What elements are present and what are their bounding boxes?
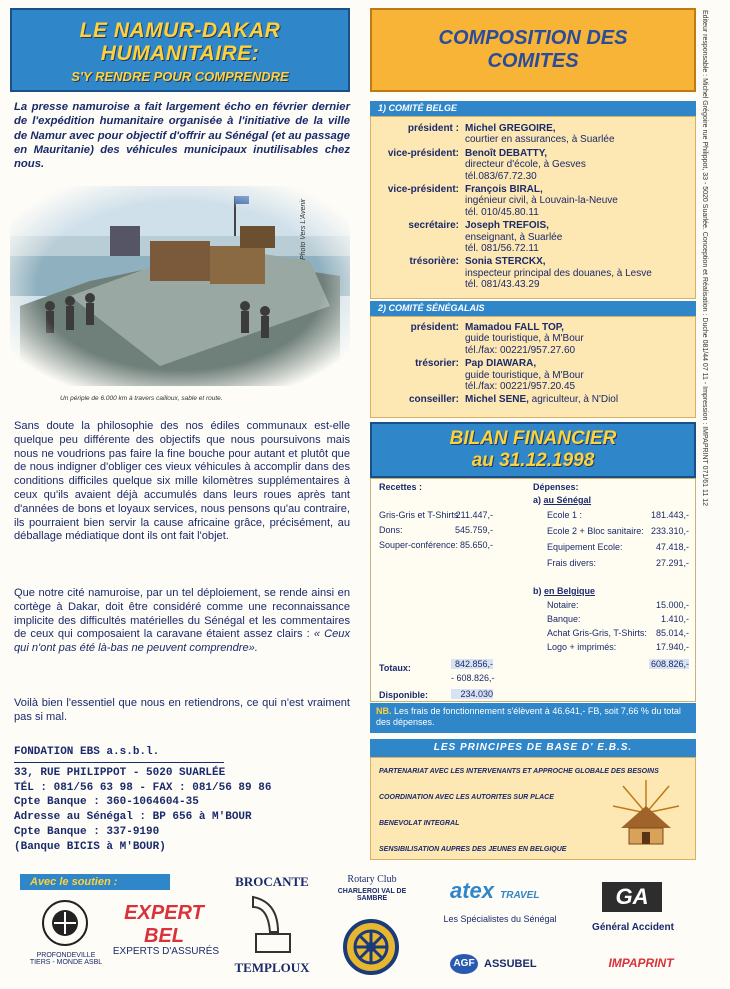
committee-member <box>371 123 695 146</box>
committees-title-box <box>370 8 696 92</box>
section-comite-belge: 1) COMITÉ BELGE <box>370 101 696 116</box>
foundation-address-senegal: Adresse au Sénégal : BP 656 à M'BOUR <box>14 811 252 824</box>
member-detail: tél. 081/56.72.11 <box>465 243 539 255</box>
brocante-text: BROCANTE <box>235 874 309 889</box>
member-role: conseiller: <box>408 394 459 406</box>
member-detail: ingénieur civil, à Louvain-la-Neuve <box>465 195 618 207</box>
rotary-wheel-icon <box>342 918 400 976</box>
committee-member <box>371 394 695 405</box>
principe-item: BENEVOLAT INTEGRAL <box>379 820 460 827</box>
member-detail: tél. 081/43.43.29 <box>465 279 540 291</box>
rotary-text: Rotary Club <box>347 874 397 885</box>
belgique-heading: b) en Belgique <box>533 586 596 596</box>
paragraph-2-quote: « Ceux qui n'ont pas été là-bas ne peuvent comprendre». <box>14 628 350 655</box>
expertbel-logo: EXPERT BEL <box>124 902 204 947</box>
article-paragraph-1: Sans doute la philosophie des nos édiles communaux est-elle quelque peu différente des objectifs que nous poursuivons mais nous ne voudrions pas faire la fine bouche pour autant et plutôt que de nous indigner d'obliger ces vieux véhicules à accomplir dans des conditions difficiles quelque six mille kilomètres supplémentaires à ceux qu'ils avaient déjà accumulés dans leurs roues après tant d'années de bons et loyaux services, nous pensons qu'au contraire, ils pourraient bien servir la cause africaine grâce, précisément, au déballage médiatique dont ils ont fait l'objet. <box>14 420 350 543</box>
article-title-line1: LE NAMUR-DAKAR <box>79 19 281 42</box>
member-info <box>465 148 695 182</box>
disponible-label: Disponible: <box>379 690 428 700</box>
committee-member <box>371 184 695 218</box>
bilan-item-value: 181.443,- <box>650 510 689 520</box>
recettes-label: Recettes : <box>379 482 423 492</box>
member-detail: agriculteur, à N'Diol <box>528 394 619 406</box>
bilan-item-value: 545.759,- <box>454 525 493 535</box>
member-role: vice-président: <box>387 147 459 159</box>
ferry-photo <box>10 186 350 386</box>
article-title-box <box>10 8 350 92</box>
foundation-name: FONDATION EBS a.s.b.l. <box>14 746 160 758</box>
foundation-bank-2-note: (Banque BICIS à M'BOUR) <box>14 840 166 853</box>
member-role: vice-président: <box>387 184 459 196</box>
article-paragraph-2 <box>14 587 350 656</box>
principe-item: SENSIBILISATION AUPRES DES JEUNES EN BELGIQUE <box>379 846 567 853</box>
member-detail: tél./fax: 00221/957.27.60 <box>465 344 576 356</box>
committees-title-line2: COMITES <box>487 50 579 72</box>
member-name: Pap DIAWARA, <box>465 358 537 370</box>
committee-member <box>371 148 695 182</box>
committee-member <box>371 322 695 356</box>
imprint-vertical: Editeur responsable : Michel Grégoire rue Philippot, 33 - 5020 Suarlée. Conception et Réalisation : Duche 081/44 07 11 - Impression : IMPAPRINT 071/61 11 12 <box>701 10 708 506</box>
member-info <box>465 394 695 405</box>
totaux-label: Totaux: <box>379 663 411 673</box>
ga-logo: GA <box>602 882 662 912</box>
member-info <box>465 184 695 218</box>
member-detail: tél. 010/45.80.11 <box>465 206 539 218</box>
bilan-item-label: Logo + imprimés: <box>547 642 617 652</box>
article-title-line2: HUMANITAIRE: <box>100 42 260 65</box>
article-paragraph-3: Voilà bien l'essentiel que nous en retiendrons, ce qui n'est vraiment pas si mal. <box>14 697 350 723</box>
member-detail: guide touristique, à M'Bour <box>465 369 584 381</box>
bilan-item-label: Ecole 1 : <box>547 510 583 520</box>
section-comite-senegalais: 2) COMITÉ SÉNÉGALAIS <box>370 301 696 316</box>
bilan-item-label: Ecole 2 + Bloc sanitaire: <box>547 526 644 536</box>
nb-text: Les frais de fonctionnement s'élèvent à 46.641,- FB, soit 7,66 % du total des dépenses. <box>376 706 681 727</box>
member-detail: tél./fax: 00221/957.20.45 <box>465 381 576 393</box>
foundation-phone: TÉL : 081/56 63 98 - FAX : 081/56 89 86 <box>14 781 272 794</box>
member-role: secrétaire: <box>408 220 459 232</box>
impaprint-logo: IMPAPRINT <box>608 956 674 970</box>
rotary-subtext: CHARLEROI VAL DE SAMBRE <box>337 888 407 902</box>
member-role: président : <box>407 123 459 134</box>
principes-title: LES PRINCIPES DE BASE D' E.B.S. <box>370 739 696 757</box>
member-name: Benoît DEBATTY, <box>465 147 548 159</box>
bilan-title-line1: BILAN FINANCIER <box>449 428 617 449</box>
bilan-item-value: 47.418,- <box>655 542 689 552</box>
member-name: Mamadou FALL TOP, <box>465 322 564 333</box>
foundation-contact <box>14 745 350 855</box>
nb-label: NB. <box>376 706 392 716</box>
total-recettes: 842.856,- <box>451 659 493 669</box>
bilan-item-value: 233.310,- <box>650 526 689 536</box>
member-name: Sonia STERCKX, <box>465 256 546 268</box>
member-detail: tél.083/67.72.30 <box>465 170 537 182</box>
member-detail: courtier en assurances, à Suarlée <box>465 134 615 146</box>
article-intro: La presse namuroise a fait largement écho en février dernier de l'expédition humanitaire organisée à l'initiative de la ville de Namur avec pour objectif d'offrir au Sénégal (et au passage en Mauritanie) des véhicules municipaux inutilisables chez nous. <box>14 101 350 171</box>
depenses-label: Dépenses: <box>533 482 579 492</box>
bilan-item-value: 85.014,- <box>655 628 689 638</box>
bilan-table <box>370 478 696 702</box>
member-name: Michel SENE, <box>465 394 529 406</box>
bilan-item-label: Dons: <box>379 525 403 535</box>
bilan-item-value: 15.000,- <box>655 600 689 610</box>
photo-credit: Photo Vers L'Avenir <box>300 198 307 260</box>
comite-belge-list <box>370 116 696 299</box>
nb-note <box>370 703 696 733</box>
atex-logo: atex TRAVEL <box>450 878 540 903</box>
committee-member <box>371 358 695 392</box>
ebs-hut-logo <box>611 778 681 848</box>
committee-member <box>371 256 695 290</box>
gramophone-icon <box>248 892 298 957</box>
committee-member <box>371 220 695 254</box>
principe-item: COORDINATION AVEC LES AUTORITES SUR PLACE <box>379 794 554 801</box>
member-name: François BIRAL, <box>465 184 543 196</box>
member-role: président: <box>410 322 459 333</box>
bilan-item-label: Gris-Gris et T-Shirts: <box>379 510 461 520</box>
disponible-value: 234.030 <box>451 689 493 699</box>
foundation-bank-2: Cpte Banque : 337-9190 <box>14 825 160 838</box>
foundation-address: 33, RUE PHILIPPOT - 5020 SUARLÉE <box>14 766 226 779</box>
bilan-item-label: Equipement Ecole: <box>547 542 623 552</box>
bilan-item-value: 1.410,- <box>660 614 689 624</box>
member-info <box>465 220 695 254</box>
bilan-item-value: 17.940,- <box>655 642 689 652</box>
foundation-bank-1: Cpte Banque : 360-1064604-35 <box>14 796 199 809</box>
bilan-item-label: Notaire: <box>547 600 579 610</box>
member-info <box>465 123 695 146</box>
foundation-divider <box>14 762 224 763</box>
profondeville-text: PROFONDEVILLE TIERS - MONDE ASBL <box>29 952 103 966</box>
bilan-title-line2: au 31.12.1998 <box>471 450 595 471</box>
member-name: Joseph TREFOIS, <box>465 220 549 232</box>
bilan-item-value: 85.650,- <box>459 540 493 550</box>
principes-list <box>370 757 696 860</box>
principe-item: PARTENARIAT AVEC LES INTERVENANTS ET APPROCHE GLOBALE DES BESOINS <box>379 768 659 775</box>
senegal-heading: a) au Sénégal <box>533 495 592 505</box>
bilan-item-value: 27.291,- <box>655 558 689 568</box>
profondeville-logo <box>40 898 90 948</box>
bilan-item-label: Frais divers: <box>547 558 597 568</box>
bilan-item-value: 211.447,- <box>455 510 493 520</box>
moins-depenses: - 608.826,- <box>451 673 495 683</box>
bilan-item-label: Souper-conférence: <box>379 540 459 550</box>
sponsors-label: Avec le soutien : <box>20 874 170 890</box>
member-info <box>465 322 695 356</box>
atex-text: Les Spécialistes du Sénégal <box>443 914 557 924</box>
member-name: Michel GREGOIRE, <box>465 123 556 134</box>
member-role: trésorier: <box>415 358 459 370</box>
bilan-item-label: Achat Gris-Gris, T-Shirts: <box>547 628 647 638</box>
article-subtitle: S'Y RENDRE POUR COMPRENDRE <box>71 69 289 84</box>
comite-senegalais-list <box>370 316 696 418</box>
bilan-item-label: Banque: <box>547 614 581 624</box>
member-info <box>465 358 695 392</box>
member-detail: inspecteur principal des douanes, à Lesve <box>465 267 652 279</box>
expertbel-text: EXPERTS D'ASSURÉS <box>112 946 220 957</box>
paragraph-2-text: Que notre cité namuroise, par un tel déploiement, se rende ainsi en cortège à Dakar, doit être considéré comme une reconnaissance implicite des difficultés matérielles du Sénégal et les commentaires de ceux qui composaient la caravane étaient assez clairs : <box>14 587 350 641</box>
member-detail: directeur d'école, à Gesves <box>465 159 586 171</box>
sponsors-bar <box>10 872 710 982</box>
assubel-text: ASSUBEL <box>484 958 537 970</box>
temploux-text: TEMPLOUX <box>234 960 310 975</box>
member-info <box>465 256 695 290</box>
bilan-title-box <box>370 422 696 478</box>
ga-text: Général Accident <box>592 922 674 933</box>
agf-logo: AGF <box>450 954 478 974</box>
committees-title-line1: COMPOSITION DES <box>438 27 628 49</box>
photo-caption: Un périple de 6.000 km à travers cailloux, sable et route. <box>60 395 223 402</box>
member-detail: enseignant, à Suarlée <box>465 231 563 243</box>
member-detail: guide touristique, à M'Bour <box>465 333 584 345</box>
total-depenses: 608.826,- <box>650 659 689 669</box>
member-role: trésorière: <box>409 256 459 268</box>
